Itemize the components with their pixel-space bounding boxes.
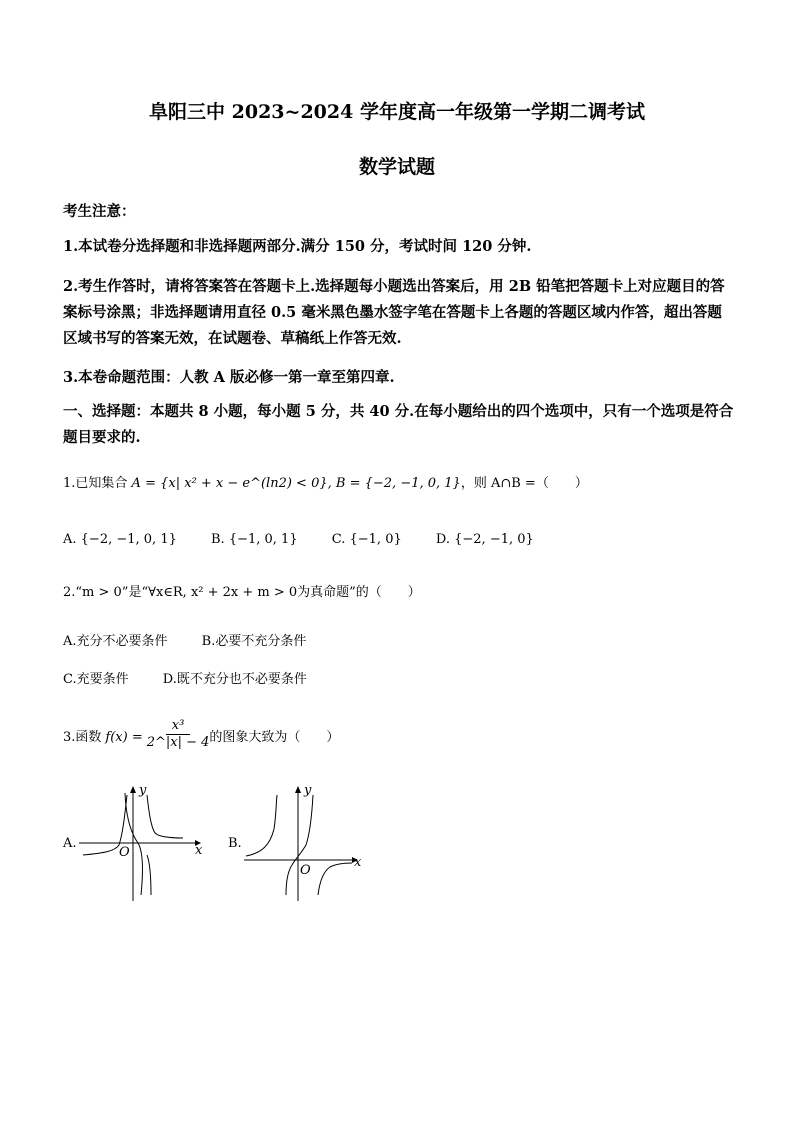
question-2-stem: 2.“m > 0”是“∀x∈R, x² + 2x + m > 0为真命题”的（ ） [63,585,421,600]
graph-a-label: A. [63,836,77,851]
q2-option-d: D.既不充分也不必要条件 [162,672,307,687]
question-2-options-row2 [63,670,337,690]
notice-item-1: 1.本试卷分选择题和非选择题两部分.满分 150 分，考试时间 120 分钟. [63,238,532,255]
graph-b-curve-left [246,795,277,856]
q1-set-a: A = {x| x² + x − e^(ln2) < 0} [131,476,328,491]
graph-a-origin-label: O [119,845,130,860]
q3-prefix: 3.函数 [63,729,102,745]
q1-option-a: A. {−2, −1, 0, 1} [63,532,177,547]
graph-b-curve-middle [286,795,313,895]
graph-a-y-arrow [130,786,136,793]
graph-a-curve-lower-right [147,855,151,895]
question-1-stem [63,474,588,494]
graph-b-svg [228,783,368,901]
question-2-options-row1 [63,632,336,652]
q1-option-b: B. {−1, 0, 1} [211,532,298,547]
section-heading: 一、选择题：本题共 8 小题，每小题 5 分，共 40 分.在每小题给出的四个选项中，只有一个选项是符合题目要求的. [63,403,734,446]
graph-b-curve-right [318,863,352,895]
q1-set-b: , B = {−2, −1, 0, 1} [327,476,461,491]
q2-option-b: B.必要不充分条件 [201,634,307,649]
graph-b-y-arrow [295,786,301,793]
q2-option-c: C.充要条件 [63,672,129,687]
q3-fraction [147,718,210,751]
exam-title: 阜阳三中 2023~2024 学年度高一年级第一学期二调考试 [149,101,645,123]
graph-b-origin-label: O [300,863,311,878]
graph-a-x-label: x [195,843,203,858]
graph-b-label: B. [228,836,242,851]
graph-b-y-label: y [304,783,312,798]
exam-subtitle: 数学试题 [358,156,435,178]
graph-a-svg [63,783,213,901]
question-1-options [63,530,564,550]
graph-b [228,783,368,901]
question-3-stem [63,718,340,751]
notice-item-3: 3.本卷命题范围：人教 A 版必修一第一章至第四章. [63,369,395,386]
q3-func: f(x) = [105,729,143,745]
q1-ask: ，则 A∩B =（ ） [460,476,588,491]
q3-numerator: x³ [166,718,191,735]
graph-a-curve-middle [125,793,143,895]
q2-option-a: A.充分不必要条件 [63,634,168,649]
q1-prefix: 1.已知集合 [63,476,128,491]
q3-denominator: 2^|x| − 4 [146,735,210,750]
graph-a-y-label: y [139,783,147,798]
notice-item-2: 2.考生作答时，请将答案答在答题卡上.选择题每小题选出答案后，用 2B 铅笔把答题卡上对应题目的答案标号涂黑；非选择题请用直径 0.5 毫米黑色墨水签字笔在答题卡上各题的答题区域内作答，超出答题区域书写的答案无效，在试题卷、草稿纸上作答无效. [63,278,725,347]
graph-b-x-label: x [354,855,362,870]
q1-option-c: C. {−1, 0} [331,532,402,547]
graph-a [63,783,213,901]
q3-suffix: 的图象大致为（ ） [209,729,340,745]
notice-heading: 考生注意： [63,203,136,220]
graph-a-curve-right [147,795,183,838]
q1-option-d: D. {−2, −1, 0} [435,532,534,547]
